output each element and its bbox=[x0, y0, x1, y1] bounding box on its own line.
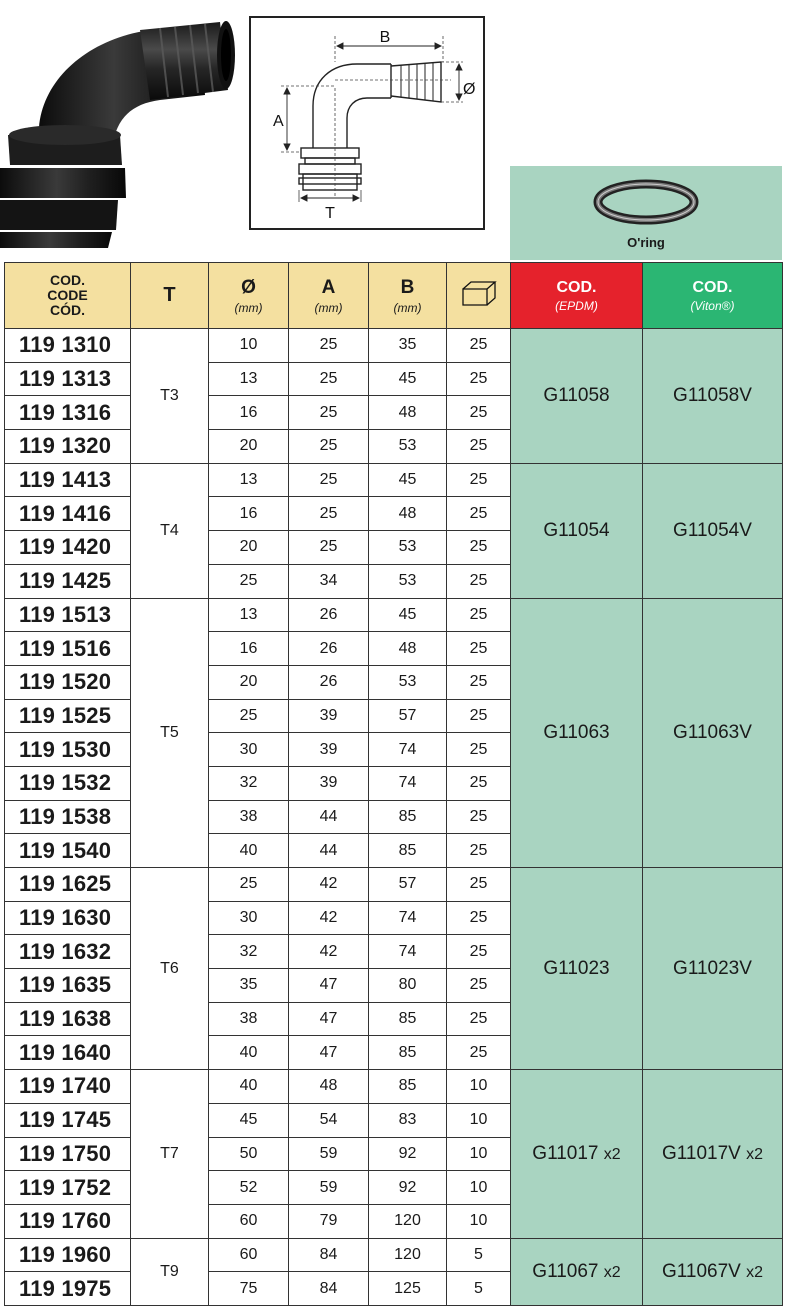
header-b-unit: (mm) bbox=[393, 300, 422, 315]
viton-code-text: G11058V bbox=[673, 384, 752, 406]
diameter-value: 32 bbox=[209, 766, 289, 800]
a-value: 47 bbox=[289, 1036, 369, 1070]
viton-multiplier: x2 bbox=[746, 1145, 764, 1163]
product-code: 119 1540 bbox=[5, 834, 131, 868]
diameter-value: 20 bbox=[209, 665, 289, 699]
b-value: 85 bbox=[369, 1070, 447, 1104]
product-code: 119 1635 bbox=[5, 969, 131, 1003]
epdm-oring-code bbox=[511, 1070, 643, 1238]
header-a bbox=[289, 263, 369, 329]
product-code: 119 1425 bbox=[5, 564, 131, 598]
epdm-oring-code bbox=[511, 1238, 643, 1305]
header-code bbox=[5, 263, 131, 329]
diameter-value: 32 bbox=[209, 935, 289, 969]
a-value: 54 bbox=[289, 1103, 369, 1137]
a-value: 39 bbox=[289, 766, 369, 800]
epdm-code-text: G11058 bbox=[543, 384, 610, 406]
oring-title: O'ring bbox=[627, 235, 665, 250]
viton-code-text: G11017V bbox=[661, 1142, 741, 1164]
b-value: 74 bbox=[369, 766, 447, 800]
product-code: 119 1420 bbox=[5, 531, 131, 565]
product-code: 119 1516 bbox=[5, 632, 131, 666]
header-box bbox=[447, 263, 511, 329]
box-qty-value: 25 bbox=[447, 632, 511, 666]
header-t: T bbox=[131, 263, 209, 329]
header-diameter-label: Ø bbox=[241, 276, 256, 298]
box-qty-value: 25 bbox=[447, 699, 511, 733]
b-value: 57 bbox=[369, 868, 447, 902]
b-value: 53 bbox=[369, 430, 447, 464]
product-code: 119 1313 bbox=[5, 362, 131, 396]
b-value: 80 bbox=[369, 969, 447, 1003]
diameter-value: 13 bbox=[209, 362, 289, 396]
header-b-label: B bbox=[400, 276, 415, 298]
viton-oring-code bbox=[643, 1238, 783, 1305]
product-code: 119 1538 bbox=[5, 800, 131, 834]
a-value: 84 bbox=[289, 1272, 369, 1306]
dim-label-b: B bbox=[379, 29, 391, 46]
viton-code-text: G11067V bbox=[661, 1260, 741, 1282]
b-value: 92 bbox=[369, 1137, 447, 1171]
box-qty-value: 25 bbox=[447, 969, 511, 1003]
header-diameter-unit: (mm) bbox=[234, 300, 263, 315]
epdm-multiplier: x2 bbox=[603, 1145, 621, 1163]
box-qty-value: 25 bbox=[447, 1036, 511, 1070]
b-value: 120 bbox=[369, 1238, 447, 1272]
box-qty-value: 10 bbox=[447, 1171, 511, 1205]
box-qty-value: 10 bbox=[447, 1204, 511, 1238]
size-group: T9 bbox=[131, 1238, 209, 1305]
b-value: 85 bbox=[369, 1002, 447, 1036]
box-qty-value: 25 bbox=[447, 733, 511, 767]
box-qty-value: 5 bbox=[447, 1238, 511, 1272]
viton-oring-code bbox=[643, 463, 783, 598]
diameter-value: 38 bbox=[209, 1002, 289, 1036]
diameter-value: 50 bbox=[209, 1137, 289, 1171]
product-code: 119 1532 bbox=[5, 766, 131, 800]
b-value: 45 bbox=[369, 362, 447, 396]
header-viton bbox=[643, 263, 783, 329]
a-value: 59 bbox=[289, 1171, 369, 1205]
b-value: 45 bbox=[369, 463, 447, 497]
box-qty-value: 25 bbox=[447, 935, 511, 969]
a-value: 47 bbox=[289, 969, 369, 1003]
box-qty-value: 10 bbox=[447, 1070, 511, 1104]
diameter-value: 25 bbox=[209, 564, 289, 598]
header-a-unit: (mm) bbox=[314, 300, 343, 315]
epdm-code-text: G11063 bbox=[543, 721, 610, 743]
product-code: 119 1975 bbox=[5, 1272, 131, 1306]
box-qty-value: 25 bbox=[447, 497, 511, 531]
b-value: 35 bbox=[369, 329, 447, 363]
elbow-dimension-diagram bbox=[251, 18, 483, 228]
table-row bbox=[5, 1070, 783, 1104]
a-value: 44 bbox=[289, 834, 369, 868]
oring-icon bbox=[510, 166, 782, 236]
header-code-line: CÓD. bbox=[50, 302, 85, 318]
product-code: 119 1310 bbox=[5, 329, 131, 363]
diameter-value: 40 bbox=[209, 834, 289, 868]
a-value: 42 bbox=[289, 901, 369, 935]
diameter-value: 30 bbox=[209, 901, 289, 935]
box-qty-value: 25 bbox=[447, 766, 511, 800]
epdm-oring-code bbox=[511, 329, 643, 464]
a-value: 25 bbox=[289, 531, 369, 565]
box-qty-value: 25 bbox=[447, 430, 511, 464]
a-value: 59 bbox=[289, 1137, 369, 1171]
diameter-value: 13 bbox=[209, 463, 289, 497]
diameter-value: 30 bbox=[209, 733, 289, 767]
box-qty-value: 25 bbox=[447, 329, 511, 363]
dim-label-diameter: Ø bbox=[463, 81, 476, 98]
box-qty-value: 25 bbox=[447, 868, 511, 902]
table-row bbox=[5, 329, 783, 363]
product-code: 119 1960 bbox=[5, 1238, 131, 1272]
b-value: 53 bbox=[369, 665, 447, 699]
box-qty-value: 25 bbox=[447, 901, 511, 935]
a-value: 26 bbox=[289, 665, 369, 699]
a-value: 25 bbox=[289, 396, 369, 430]
diameter-value: 16 bbox=[209, 632, 289, 666]
diameter-value: 25 bbox=[209, 868, 289, 902]
box-qty-value: 25 bbox=[447, 665, 511, 699]
epdm-code-text: G11054 bbox=[543, 519, 610, 541]
viton-oring-code bbox=[643, 329, 783, 464]
product-code: 119 1760 bbox=[5, 1204, 131, 1238]
a-value: 42 bbox=[289, 868, 369, 902]
header-a-label: A bbox=[321, 276, 336, 298]
b-value: 125 bbox=[369, 1272, 447, 1306]
product-table bbox=[4, 262, 783, 1306]
epdm-code-text: G11067 bbox=[532, 1260, 599, 1282]
b-value: 85 bbox=[369, 800, 447, 834]
viton-code-text: G11023V bbox=[673, 957, 752, 979]
table-body bbox=[5, 329, 783, 1306]
a-value: 47 bbox=[289, 1002, 369, 1036]
a-value: 25 bbox=[289, 329, 369, 363]
product-code: 119 1316 bbox=[5, 396, 131, 430]
a-value: 25 bbox=[289, 497, 369, 531]
b-value: 45 bbox=[369, 598, 447, 632]
b-value: 57 bbox=[369, 699, 447, 733]
diameter-value: 13 bbox=[209, 598, 289, 632]
viton-oring-code bbox=[643, 598, 783, 868]
a-value: 25 bbox=[289, 362, 369, 396]
product-code: 119 1520 bbox=[5, 665, 131, 699]
b-value: 48 bbox=[369, 632, 447, 666]
product-code: 119 1632 bbox=[5, 935, 131, 969]
b-value: 120 bbox=[369, 1204, 447, 1238]
viton-multiplier: x2 bbox=[746, 1263, 764, 1281]
product-code: 119 1638 bbox=[5, 1002, 131, 1036]
a-value: 39 bbox=[289, 699, 369, 733]
epdm-oring-code bbox=[511, 868, 643, 1070]
header-code-line: CODE bbox=[47, 287, 88, 303]
diameter-value: 60 bbox=[209, 1238, 289, 1272]
product-code: 119 1750 bbox=[5, 1137, 131, 1171]
product-code: 119 1320 bbox=[5, 430, 131, 464]
box-qty-value: 25 bbox=[447, 800, 511, 834]
a-value: 42 bbox=[289, 935, 369, 969]
b-value: 48 bbox=[369, 396, 447, 430]
oring-panel bbox=[510, 166, 782, 260]
table-row bbox=[5, 598, 783, 632]
diameter-value: 16 bbox=[209, 396, 289, 430]
b-value: 74 bbox=[369, 935, 447, 969]
epdm-oring-code bbox=[511, 598, 643, 868]
header-epdm-title: COD. bbox=[556, 278, 597, 296]
box-qty-value: 25 bbox=[447, 396, 511, 430]
box-icon bbox=[460, 279, 498, 307]
b-value: 74 bbox=[369, 901, 447, 935]
header-epdm-sub: (EPDM) bbox=[555, 298, 598, 313]
size-group: T5 bbox=[131, 598, 209, 868]
diameter-value: 75 bbox=[209, 1272, 289, 1306]
box-qty-value: 25 bbox=[447, 564, 511, 598]
box-qty-value: 25 bbox=[447, 1002, 511, 1036]
b-value: 83 bbox=[369, 1103, 447, 1137]
dim-label-t: T bbox=[325, 205, 335, 222]
product-code: 119 1630 bbox=[5, 901, 131, 935]
box-qty-value: 25 bbox=[447, 834, 511, 868]
box-qty-value: 25 bbox=[447, 463, 511, 497]
product-photo bbox=[0, 0, 240, 262]
table-row bbox=[5, 868, 783, 902]
product-code: 119 1740 bbox=[5, 1070, 131, 1104]
product-code: 119 1413 bbox=[5, 463, 131, 497]
product-code: 119 1745 bbox=[5, 1103, 131, 1137]
product-code: 119 1640 bbox=[5, 1036, 131, 1070]
diameter-value: 10 bbox=[209, 329, 289, 363]
b-value: 53 bbox=[369, 564, 447, 598]
product-code: 119 1752 bbox=[5, 1171, 131, 1205]
epdm-oring-code bbox=[511, 463, 643, 598]
viton-oring-code bbox=[643, 868, 783, 1070]
viton-oring-code bbox=[643, 1070, 783, 1238]
size-group: T6 bbox=[131, 868, 209, 1070]
diameter-value: 20 bbox=[209, 430, 289, 464]
size-group: T3 bbox=[131, 329, 209, 464]
box-qty-value: 10 bbox=[447, 1137, 511, 1171]
box-qty-value: 25 bbox=[447, 531, 511, 565]
a-value: 26 bbox=[289, 598, 369, 632]
a-value: 26 bbox=[289, 632, 369, 666]
technical-drawing bbox=[249, 16, 485, 230]
box-qty-value: 10 bbox=[447, 1103, 511, 1137]
table-row bbox=[5, 463, 783, 497]
diameter-value: 20 bbox=[209, 531, 289, 565]
product-code: 119 1513 bbox=[5, 598, 131, 632]
a-value: 44 bbox=[289, 800, 369, 834]
header-epdm bbox=[511, 263, 643, 329]
a-value: 34 bbox=[289, 564, 369, 598]
viton-code-text: G11054V bbox=[673, 519, 752, 541]
box-qty-value: 25 bbox=[447, 362, 511, 396]
product-code: 119 1525 bbox=[5, 699, 131, 733]
diameter-value: 16 bbox=[209, 497, 289, 531]
box-qty-value: 25 bbox=[447, 598, 511, 632]
header-code-line: COD. bbox=[50, 272, 85, 288]
box-qty-value: 5 bbox=[447, 1272, 511, 1306]
epdm-multiplier: x2 bbox=[603, 1263, 621, 1281]
diameter-value: 45 bbox=[209, 1103, 289, 1137]
a-value: 39 bbox=[289, 733, 369, 767]
table-row bbox=[5, 1238, 783, 1272]
diameter-value: 40 bbox=[209, 1036, 289, 1070]
a-value: 25 bbox=[289, 463, 369, 497]
product-code: 119 1416 bbox=[5, 497, 131, 531]
header-viton-sub: (Viton®) bbox=[690, 298, 735, 313]
diameter-value: 40 bbox=[209, 1070, 289, 1104]
b-value: 74 bbox=[369, 733, 447, 767]
size-group: T4 bbox=[131, 463, 209, 598]
epdm-code-text: G11017 bbox=[532, 1142, 599, 1164]
header-viton-title: COD. bbox=[692, 278, 733, 296]
a-value: 48 bbox=[289, 1070, 369, 1104]
b-value: 85 bbox=[369, 834, 447, 868]
diameter-value: 25 bbox=[209, 699, 289, 733]
product-code: 119 1625 bbox=[5, 868, 131, 902]
dim-label-a: A bbox=[273, 113, 284, 130]
header-diameter bbox=[209, 263, 289, 329]
product-code: 119 1530 bbox=[5, 733, 131, 767]
b-value: 85 bbox=[369, 1036, 447, 1070]
a-value: 25 bbox=[289, 430, 369, 464]
diameter-value: 60 bbox=[209, 1204, 289, 1238]
b-value: 48 bbox=[369, 497, 447, 531]
viton-code-text: G11063V bbox=[673, 721, 752, 743]
size-group: T7 bbox=[131, 1070, 209, 1238]
b-value: 53 bbox=[369, 531, 447, 565]
a-value: 79 bbox=[289, 1204, 369, 1238]
diameter-value: 52 bbox=[209, 1171, 289, 1205]
diameter-value: 35 bbox=[209, 969, 289, 1003]
diameter-value: 38 bbox=[209, 800, 289, 834]
b-value: 92 bbox=[369, 1171, 447, 1205]
a-value: 84 bbox=[289, 1238, 369, 1272]
header-b bbox=[369, 263, 447, 329]
epdm-code-text: G11023 bbox=[543, 957, 610, 979]
